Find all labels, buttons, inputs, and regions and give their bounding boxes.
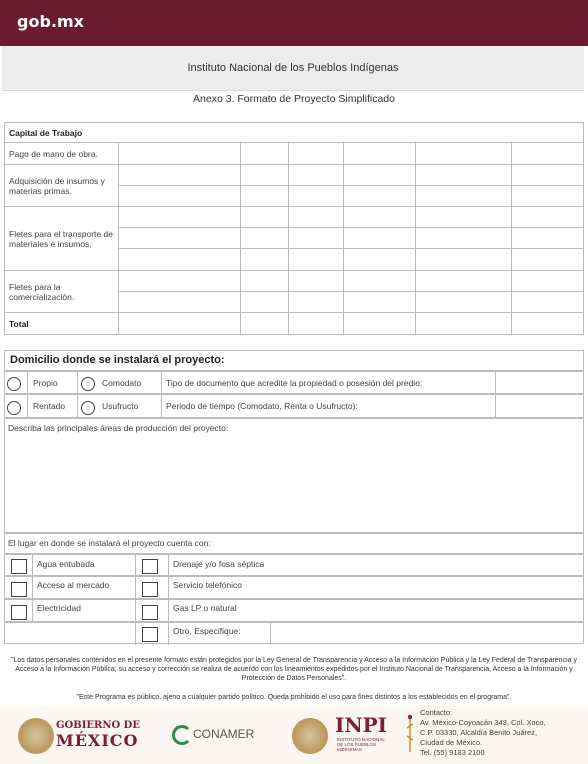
rentado-radio[interactable] [7,401,21,415]
gas-label: Gas LP o natural [173,603,237,613]
usufructo-label: Usufructo [102,401,139,411]
mercado-label: Acceso al mercado [37,580,110,590]
inpi-logo: INPI [335,713,388,737]
contact-address-2: C.P. 03330, Alcaldía Benito Juárez, [420,728,538,737]
telefono-checkbox[interactable] [142,582,158,597]
servicios-question-row [4,533,584,554]
privacy-notice: "Los datos personales contenidos en el presente formato están protegidos por la Ley General de Transparencia y Acceso a la Información Pública y la Ley Federal de Transparencia y Acceso a la Información Pública; su acceso y corrección se realiza de acuerdo con los lineamientos expedidos por el Instituto Nacional de Transparencia, Acceso a la Información y Protección de Datos Personales". [11,657,577,682]
conamer-mark-icon [172,725,192,745]
domicilio-title-row [4,350,584,371]
institution-bar [2,46,584,91]
otro-label: Otro, Especifique: [173,626,241,636]
otro-specify-field[interactable] [271,623,581,644]
tipo-documento-label: Tipo de documento que acredite la propiedad o posesión del predio: [166,378,423,388]
periodo-label: Periodo de tiempo (Comodato, Renta o Usufructo): [166,401,358,411]
drenaje-checkbox[interactable] [142,559,158,574]
servicios-question: El lugar en donde se instalará el proyecto cuenta con: [8,538,211,548]
servicios-row-2 [4,576,584,599]
servicios-row-4 [4,622,584,644]
contact-phone: Tel. (55) 9183 2100 [420,748,485,757]
usufructo-radio[interactable] [81,401,95,415]
servicios-row-1 [4,554,584,576]
mercado-checkbox[interactable] [11,582,27,597]
gob-mx-logo[interactable]: gob.mx [17,12,84,31]
capital-table [4,122,584,335]
propio-row [4,371,584,394]
comodato-label: Comodato [102,378,142,388]
row-mano-obra: Pago de mano de obra. [5,143,119,165]
row-fletes-comercializacion: Fletes para la comercialización. [5,271,119,313]
row-insumos: Adquisición de insumos y materias primas. [5,165,119,207]
contact-address-1: Av. México-Coyoacán 343, Col. Xoco, [420,718,546,727]
gobierno-mexico-logo [56,720,140,750]
contact-heading: Contacto: [420,708,453,717]
telefono-label: Servicio telefónico [173,580,242,590]
areas-produccion-field[interactable] [4,418,584,533]
program-notice: "Este Programa es público, ajeno a cualquier partido político. Queda prohibido el uso para fines distintos a los establecidos en el programa". [76,694,512,701]
contact-info [420,708,546,758]
domicilio-title: Domicilio donde se instalará el proyecto: [10,354,225,366]
gobierno-seal-icon [18,718,54,754]
propio-radio[interactable] [7,377,21,391]
agua-label: Agua entubada [37,559,95,569]
footer-logos [0,706,588,764]
electricidad-label: Electricidad [37,603,81,613]
gas-checkbox[interactable] [142,605,158,620]
otro-checkbox[interactable] [142,627,158,642]
conamer-logo [172,725,254,745]
institution-name: Instituto Nacional de los Pueblos Indígenas [187,62,399,74]
top-bar [0,0,588,46]
rentado-row [4,394,584,418]
agua-checkbox[interactable] [11,559,27,574]
row-fletes-transporte: Fletes para el transporte de materiales e insumos. [5,207,119,271]
comodato-radio[interactable] [81,377,95,391]
conamer-text: CONAMER [193,727,255,742]
gobierno-logo-line2: MÉXICO [56,731,139,750]
areas-produccion-label: Describa las principales áreas de producción del proyecto: [8,423,229,433]
inpi-seal-icon [292,718,328,754]
rentado-label: Rentado [33,401,66,411]
row-total: Total [5,313,119,335]
capital-heading: Capital de Trabajo [5,123,584,143]
contact-city: Ciudad de México. [420,738,483,747]
servicios-row-3 [4,599,584,622]
inpi-subtitle: INSTITUTO NACIONAL DE LOS PUEBLOS INDÍGENAS [337,737,385,752]
drenaje-label: Drenaje y/o fosa séptica [173,559,265,569]
propio-label: Propio [33,378,58,388]
electricidad-checkbox[interactable] [11,605,27,620]
gobierno-logo-line1: GOBIERNO DE [56,720,140,731]
document-title: Anexo 3. Formato de Proyecto Simplificado [193,93,395,105]
inpi-figure-icon [405,714,415,754]
